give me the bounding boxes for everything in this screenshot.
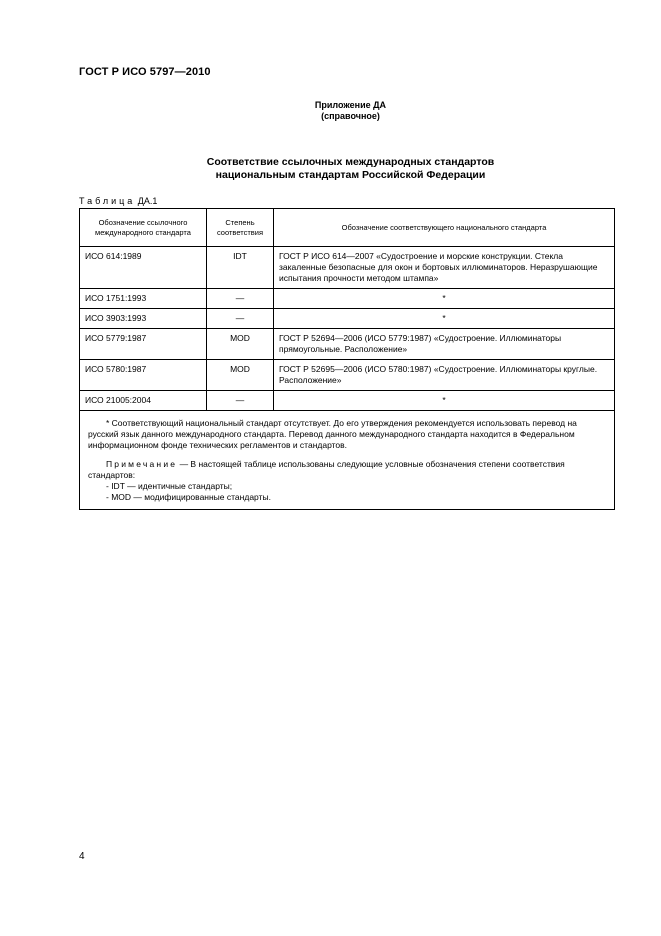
table-label-word: Таблица: [79, 196, 136, 206]
annex-type: (справочное): [321, 111, 380, 121]
cell-degree: —: [207, 309, 274, 329]
table-row: [80, 391, 615, 411]
cell-degree: MOD: [207, 360, 274, 391]
cell-international: ИСО 5780:1987: [80, 360, 207, 391]
cell-degree: —: [207, 391, 274, 411]
cell-degree: —: [207, 289, 274, 309]
note-item-mod: - MOD — модифицированные стандарты.: [106, 492, 271, 502]
annex-title: Приложение ДА: [314, 100, 387, 110]
table-row: [80, 247, 615, 289]
cell-international: ИСО 614:1989: [80, 247, 207, 289]
section-title-line-2: национальным стандартам Российской Федерации: [215, 169, 486, 181]
table-notes-cell: [80, 411, 615, 510]
header-international: Обозначение ссылочного международного стандарта: [80, 209, 207, 247]
table-row: [80, 309, 615, 329]
cell-international: ИСО 1751:1993: [80, 289, 207, 309]
header-degree: Степень соответствия: [207, 209, 274, 247]
correspondence-table: [79, 208, 615, 510]
header-national: Обозначение соответствующего национального стандарта: [274, 209, 615, 247]
note-item-idt: - IDT — идентичные стандарты;: [106, 481, 233, 491]
cell-national: ГОСТ Р ИСО 614—2007 «Судостроение и морские конструкции. Стекла закаленные безопасные для окон и бортовых иллюминаторов. Неразрушающие испытания прочности методом штампа»: [274, 247, 615, 289]
cell-degree: MOD: [207, 329, 274, 360]
note-label: Примечание: [106, 459, 178, 469]
page-number: 4: [79, 851, 85, 862]
table-row: [80, 360, 615, 391]
table-notes-row: [80, 411, 615, 510]
cell-national: ГОСТ Р 52694—2006 (ИСО 5779:1987) «Судостроение. Иллюминаторы прямоугольные. Расположение»: [274, 329, 615, 360]
cell-national: *: [274, 309, 615, 329]
cell-national: *: [274, 289, 615, 309]
cell-international: ИСО 3903:1993: [80, 309, 207, 329]
table-note: [88, 459, 606, 481]
document-header-code: ГОСТ Р ИСО 5797—2010: [79, 66, 211, 78]
table-header-row: [80, 209, 615, 247]
table-footnote: * Соответствующий национальный стандарт отсутствует. До его утверждения рекомендуется использовать перевод на русский язык данного международного стандарта. Перевод данного международного стандарта находится в Федеральном информационном фонде технических регламентов и стандартов.: [88, 418, 577, 450]
cell-national: *: [274, 391, 615, 411]
cell-degree: IDT: [207, 247, 274, 289]
table-label-number: ДА.1: [135, 196, 158, 206]
cell-international: ИСО 5779:1987: [80, 329, 207, 360]
section-title-line-1: Соответствие ссылочных международных стандартов: [206, 156, 495, 168]
cell-national: ГОСТ Р 52695—2006 (ИСО 5780:1987) «Судостроение. Иллюминаторы круглые. Расположение»: [274, 360, 615, 391]
table-label: [79, 196, 157, 206]
table-row: [80, 329, 615, 360]
note-text: — В настоящей таблице использованы следующие условные обозначения степени соответствия стандартов:: [88, 459, 565, 480]
cell-international: ИСО 21005:2004: [80, 391, 207, 411]
table-row: [80, 289, 615, 309]
